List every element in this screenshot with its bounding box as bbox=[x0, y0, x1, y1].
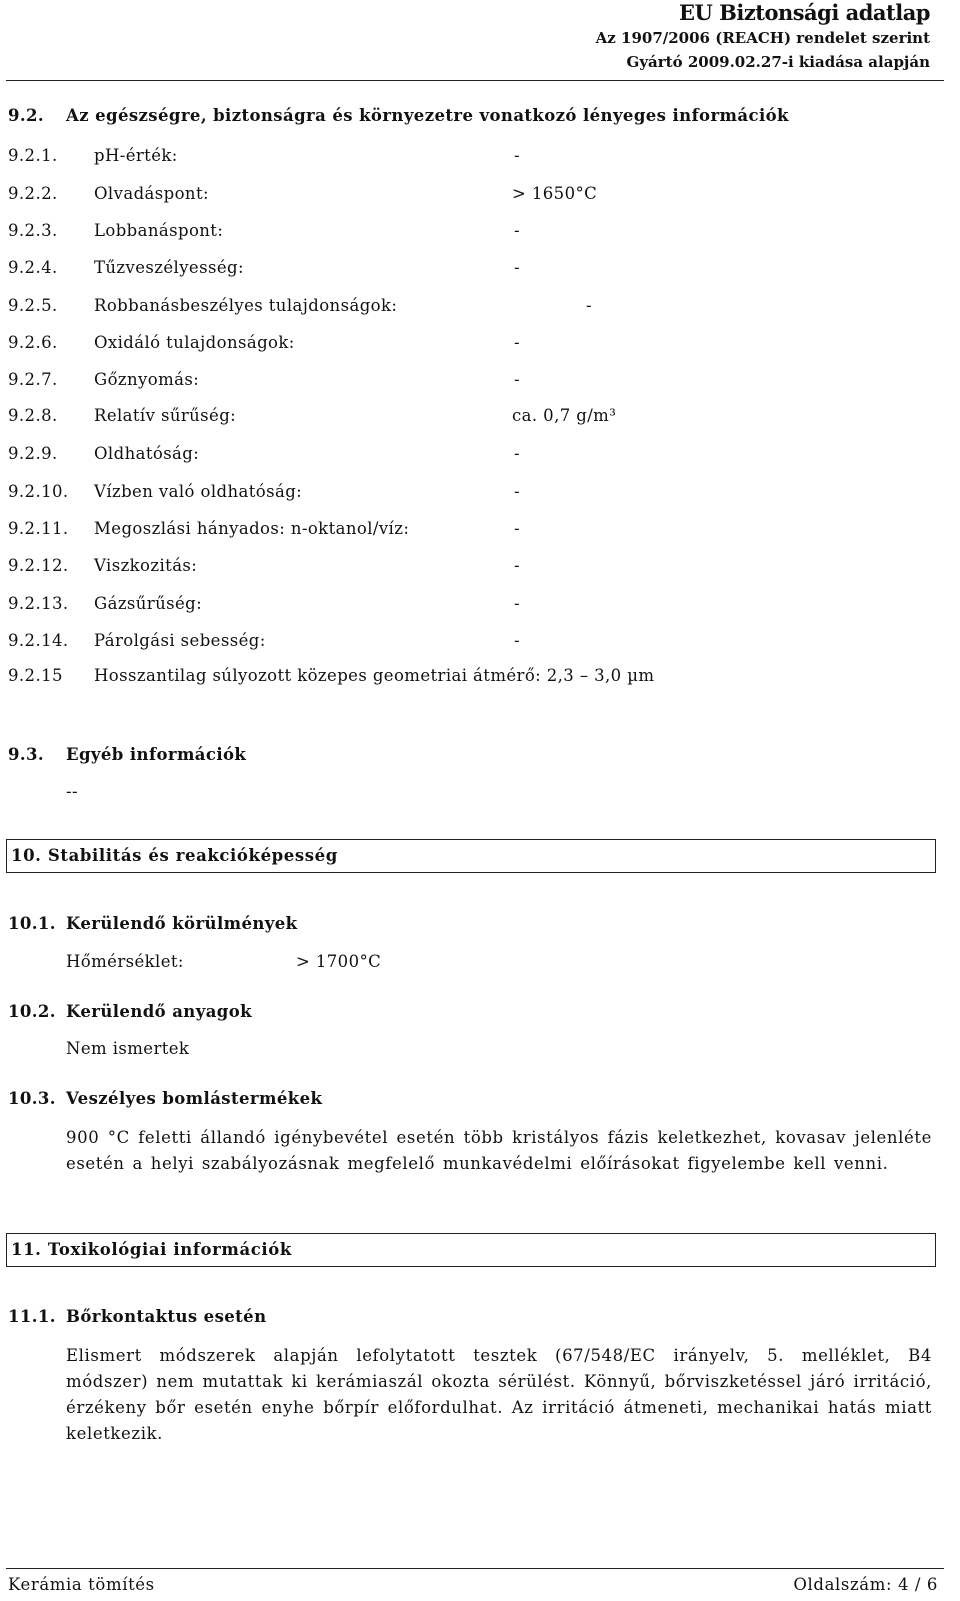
row-label: Tűzveszélyesség: bbox=[94, 258, 244, 277]
row-label: Robbanásbeszélyes tulajdonságok: bbox=[94, 296, 398, 315]
row-value: - bbox=[514, 146, 520, 165]
row-number: 9.2.14. bbox=[8, 631, 69, 650]
section-9-2-number: 9.2. bbox=[8, 106, 45, 125]
section-9-3-title: Egyéb információk bbox=[66, 745, 247, 764]
row-value: - bbox=[514, 444, 520, 463]
row-value: - bbox=[514, 258, 520, 277]
row-label: Oxidáló tulajdonságok: bbox=[94, 333, 295, 352]
section-9-3-number: 9.3. bbox=[8, 745, 45, 764]
document-title: EU Biztonsági adatlap bbox=[678, 0, 930, 25]
section-10-3-body: 900 °C feletti állandó igénybevétel esetén több kristályos fázis keletkezhet, kovasav jelenléte esetén a helyi szabályozásnak megfelelő munkavédelmi előírásokat figyelembe kell venni. bbox=[66, 1128, 932, 1173]
footer-rule bbox=[6, 1568, 944, 1569]
row-value: - bbox=[514, 631, 520, 650]
row-label: Megoszlási hányados: n-oktanol/víz: bbox=[94, 519, 410, 538]
row-label: Párolgási sebesség: bbox=[94, 631, 266, 650]
section-10-2-title: Kerülendő anyagok bbox=[66, 1002, 252, 1021]
row-value: - bbox=[514, 333, 520, 352]
temperature-label: Hőmérséklet: bbox=[66, 952, 184, 971]
page-number: Oldalszám: 4 / 6 bbox=[793, 1575, 938, 1594]
row-number: 9.2.2. bbox=[8, 184, 58, 203]
row-number: 9.2.3. bbox=[8, 221, 58, 240]
section-10-3-number: 10.3. bbox=[8, 1089, 56, 1108]
row-number: 9.2.10. bbox=[8, 482, 69, 501]
row-value: - bbox=[514, 594, 520, 613]
section-10-2-number: 10.2. bbox=[8, 1002, 56, 1021]
row-number: 9.2.12. bbox=[8, 556, 69, 575]
row-label: Relatív sűrűség: bbox=[94, 406, 237, 425]
regulation-note: Az 1907/2006 (REACH) rendelet szerint bbox=[595, 29, 930, 47]
temperature-value: > 1700°C bbox=[296, 952, 382, 971]
row-number: 9.2.6. bbox=[8, 333, 58, 352]
section-10-2-body: Nem ismertek bbox=[66, 1039, 190, 1058]
row-label: Olvadáspont: bbox=[94, 184, 209, 203]
row-label: Oldhatóság: bbox=[94, 444, 200, 463]
section-11-1-title: Bőrkontaktus esetén bbox=[66, 1307, 267, 1326]
row-number: 9.2.9. bbox=[8, 444, 58, 463]
row-value: - bbox=[514, 482, 520, 501]
section-10-1-number: 10.1. bbox=[8, 914, 56, 933]
row-number: 9.2.11. bbox=[8, 519, 69, 538]
section-9-3-body: -- bbox=[66, 782, 78, 801]
document-header bbox=[596, 0, 930, 74]
row-number: 9.2.4. bbox=[8, 258, 58, 277]
row-number: 9.2.8. bbox=[8, 406, 58, 425]
row-label: Viszkozitás: bbox=[94, 556, 198, 575]
section-11-heading-box bbox=[6, 1233, 936, 1267]
row-label: Vízben való oldhatóság: bbox=[94, 482, 303, 501]
section-9-2-title: Az egészségre, biztonságra és környezetre vonatkozó lényeges információk bbox=[66, 106, 789, 125]
row-value: > 1650°C bbox=[512, 184, 598, 203]
section-10-3-title: Veszélyes bomlástermékek bbox=[66, 1089, 323, 1108]
row-label: pH-érték: bbox=[94, 146, 178, 165]
row-value: - bbox=[514, 519, 520, 538]
row-label: Gőznyomás: bbox=[94, 370, 200, 389]
row-number: 9.2.15 bbox=[8, 666, 63, 685]
issue-note: Gyártó 2009.02.27-i kiadása alapján bbox=[626, 53, 930, 71]
row-value: - bbox=[514, 556, 520, 575]
footer-product: Kerámia tömítés bbox=[8, 1575, 155, 1594]
section-11-1-body: Elismert módszerek alapján lefolytatott tesztek (67/548/EC irányelv, 5. melléklet, B4 módszer) nem mutattak ki kerámiaszál okozta sérülést. Könnyű, bőrviszketéssel járó irritáció, érzékeny bőr esetén enyhe bőrpír előfordulhat. Az irritáció átmeneti, mechanikai hatás miatt keletkezik. bbox=[66, 1346, 932, 1443]
section-11-heading: 11. Toxikológiai információk bbox=[11, 1240, 292, 1259]
section-10-heading: 10. Stabilitás és reakcióképesség bbox=[11, 846, 338, 865]
section-11-1-number: 11.1. bbox=[8, 1307, 56, 1326]
row-number: 9.2.13. bbox=[8, 594, 69, 613]
row-value: - bbox=[514, 221, 520, 240]
row-label: Gázsűrűség: bbox=[94, 594, 203, 613]
row-value: - bbox=[586, 296, 592, 315]
header-rule bbox=[6, 80, 944, 81]
section-10-heading-box bbox=[6, 839, 936, 873]
row-text: Hosszantilag súlyozott közepes geometriai átmérő: 2,3 – 3,0 µm bbox=[94, 666, 655, 685]
row-number: 9.2.7. bbox=[8, 370, 58, 389]
row-value: - bbox=[514, 370, 520, 389]
row-label: Lobbanáspont: bbox=[94, 221, 224, 240]
row-number: 9.2.1. bbox=[8, 146, 58, 165]
section-10-1-title: Kerülendő körülmények bbox=[66, 914, 298, 933]
row-value: ca. 0,7 g/m³ bbox=[512, 406, 617, 425]
row-number: 9.2.5. bbox=[8, 296, 58, 315]
